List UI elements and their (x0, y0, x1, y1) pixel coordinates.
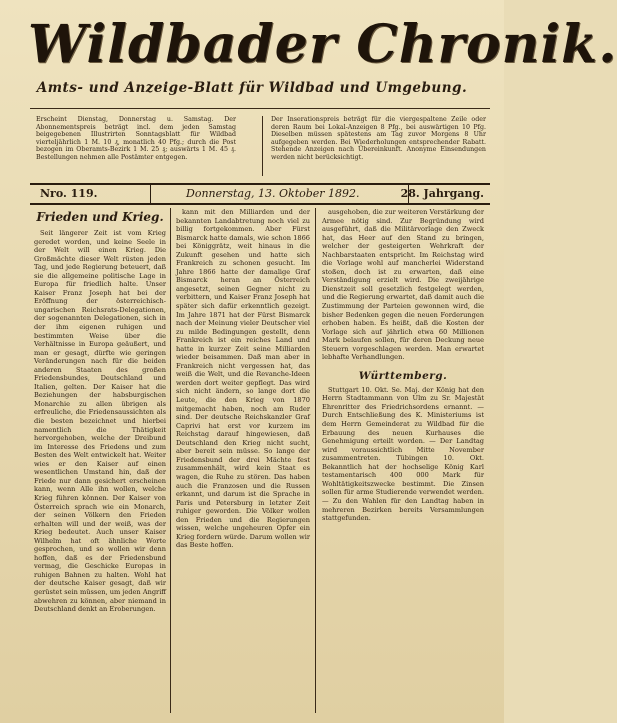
issue-date: Donnerstag, 13. Oktober 1892. (186, 187, 360, 200)
article-text: kann mit den Milliarden und der bekannten Landabtretung noch viel zu billig fortgekommen. Aber Fürst Bismarck hatte damals, wie schon 1866 bei Königgrätz, weit hinaus in die Zukunft gesehen und hatte sich Frankreich zu schonen gesucht. Im Jahre 1866 hatte der damalige Graf Bismarck heran an Österreich angesetzt, seinen Gegner nicht zu verbittern, und Kaiser Franz Joseph hat später sich dafür erkenntlich gezeigt. Im Jahre 1871 hat der Fürst Bismarck nach der Meinung vieler Deutscher viel zu milde Bedingungen gestellt, denn Frankreich ist ein reiches Land und hatte in kurzer Zeit seine Milliarden wieder beisammen. Daß man aber in Frankreich nicht vergessen hat, das weiß die Welt, und die Revanche-Ideen werden dort weiter gepflegt. Das wird sich nicht ändern, so lange dort die Leute, die den Krieg von 1870 mitgemacht haben, noch am Ruder sind. Der deutsche Reichskanzler Graf Caprivi hat erst vor kurzem im Reichstag darauf hingewiesen, daß Deutschland den Krieg nicht sucht, aber bereit sein müsse. So lange der Friedensbund der drei Mächte fest zusammenhält, wird kein Staat es wagen, die Ruhe zu stören. Das haben auch die Franzosen und die Russen erkannt, und darum ist die Sprache in Paris und Petersburg in letzter Zeit ruhiger geworden. Die Völker wollen den Frieden und die Regierungen wissen, welche ungeheuren Opfer ein Krieg fordern würde. Darum wollen wir das Beste hoffen. (176, 208, 310, 550)
news-text: Stuttgart 10. Okt. Se. Maj. der König hat den Herrn Stadtammann von Ulm zu Sr. Majestät Ehrenritter des Friedrichsordens ernannt. — Durch Entschließung des K. Ministeriums ist dem Herrn Gemeinderat zu Wildbad für die Erbauung des neuen Kurhauses die Genehmigung erteilt worden. — Der Landtag wird voraussichtlich Mitte November zusammentreten. Tübingen 10. Okt. Bekanntlich hat der hochselige König Karl testamentarisch 400 000 Mark für Wohltätigkeitszwecke bestimmt. Die Zinsen sollen für arme Studierende verwendet werden. — Zu den Wahlen für den Landtag haben in mehreren Bezirken bereits Versammlungen stattgefunden. (322, 385, 484, 523)
divider (150, 185, 151, 203)
article-text: Seit längerer Zeit ist vom Krieg geredet worden, und keine Seele in der Welt will einen Krieg. Die Großmächte dieser Welt rüsten jeden Tag, und jede Regierung beteuert, daß sie die allgemeine politische Lage in Europa für friedlich halte. Unser Kaiser Franz Joseph hat bei der Eröffnung der österreichisch-ungarischen Reichsrats-Delegationen, der sogenannten Delegationen, sich in der ihm eigenen ruhigen und bestimmten Weise über die Verhältnisse in Europa geäußert, und man er gesagt, dürfte wie geringen Veränderungen nach für die beiden anderen Staaten des großen Friedensbundes, Deutschland und Italien, gelten. Der Kaiser hat die Beziehungen der habsburgischen Monarchie zu allen übrigen als erfreuliche, die Friedensaussichten als die besten bezeichnet und hierbei namentlich die Thätigkeit hervorgehoben, welche der Dreibund im Interesse des Friedens und zum Besten des Welt entwickelt hat. Weiter wies er den Kaiser auf einen wesentlichen Umstand hin, daß der Friede nur dann gesichert erscheinen kann, wenn Alle ihn wollen, welche Krieg führen können. Der Kaiser von Österreich sprach wie ein Monarch, der seinen Völkern den Frieden erhalten will und der weiß, was der Krieg bedeutet. Auch unser Kaiser Wilhelm hat oft ähnliche Worte gesprochen, und so wollen wir denn hoffen, daß es der Friedensbund vermag, die Geschicke Europas in ruhigen Bahnen zu halten. Wohl hat der deutsche Kaiser gesagt, daß wir gerüstet sein müssen, um jeden Angriff abwehren zu können, aber niemand in Deutschland denkt an Eroberungen. (34, 229, 166, 614)
column-1 (34, 208, 166, 713)
issue-bar (30, 183, 490, 205)
article-title: Frieden und Krieg. (36, 210, 164, 224)
column-3 (322, 208, 484, 713)
masthead (28, 14, 617, 76)
newspaper-title: Wildbader Chronik. (28, 14, 617, 75)
column-2 (176, 208, 310, 713)
column-rule (170, 208, 171, 713)
article-text: ausgehoben, die zur weiteren Verstärkung der Armee nötig sind. Zur Begründung wird ausgeführt, daß die Militärvorlage den Zweck hat, das Heer auf den Stand zu bringen, welcher der gesteigerten Wehrkraft der Nachbarstaaten entspricht. Im Reichstag wird die Vorlage wohl auf mancherlei Widerstand stoßen, doch ist zu erwarten, daß eine Verständigung erzielt wird. Die zweijährige Dienstzeit soll gesetzlich festgelegt werden, und die Regierung erwartet, daß damit auch die Zustimmung der Parteien gewonnen wird, die bisher Bedenken gegen die neuen Forderungen erhoben haben. Es heißt, daß die Kosten der Vorlage sich auf jährlich etwa 60 Millionen Mark belaufen sollen, für deren Deckung neue Steuern vorgeschlagen werden. Man erwartet lebhafte Verhandlungen. (322, 208, 484, 362)
subscription-info: Erscheint Dienstag, Donnerstag u. Samstag. Der Abonnementspreis beträgt incl. dem jeden Samstag beigegebenen Illustrirten Sonntagsblatt für Wildbad vierteljährlich 1 M. 10 ₰, monatlich 40 Pfg.; durch die Post bezogen im Oberamts-Bezirk 1 M. 25 ₰; auswärts 1 M. 45 ₰. Bestellungen nehmen alle Postämter entgegen. (36, 116, 236, 161)
newspaper-subtitle: Amts- und Anzeige-Blatt für Wildbad und Umgebung. (36, 80, 468, 96)
issue-year: 28. Jahrgang. (400, 187, 484, 200)
section-heading: Württemberg. (358, 369, 448, 382)
header-rule (30, 108, 490, 109)
advertising-info: Der Inserationspreis beträgt für die viergespaltene Zeile oder deren Raum bei Lokal-Anzeigen 8 Pfg., bei auswärtigen 10 Pfg. Dieselben müssen spätestens am Tag zuvor Morgens 8 Uhr aufgegeben werden. Bei Wiederholungen entsprechender Rabatt. Stehende Anzeigen nach Übereinkunft. Anonyme Einsendungen werden nicht berücksichtigt. (262, 116, 486, 176)
column-rule (315, 208, 316, 713)
issue-number: Nro. 119. (40, 187, 98, 200)
